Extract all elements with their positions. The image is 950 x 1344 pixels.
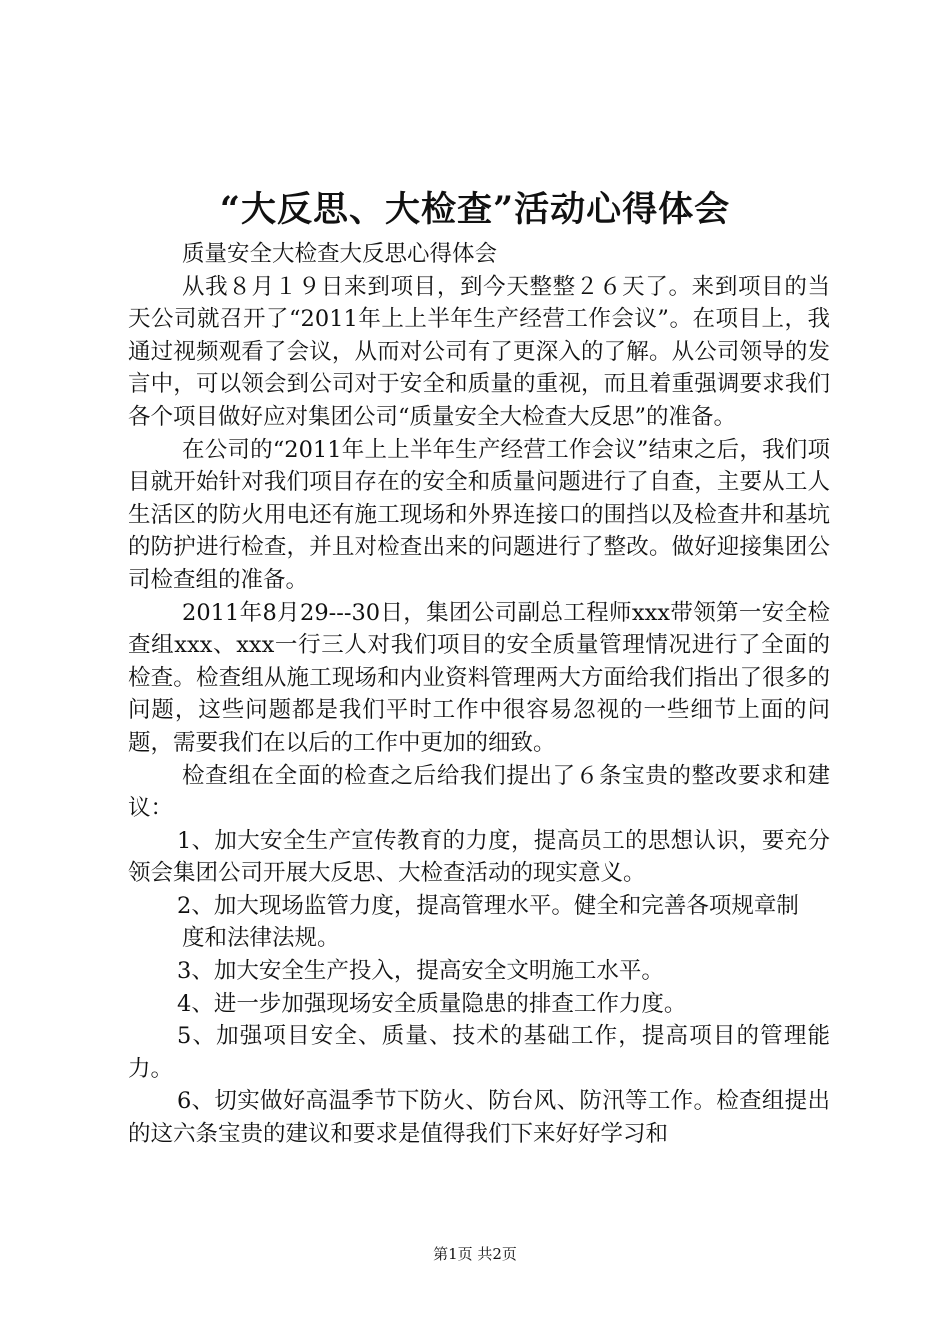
list-item-continuation: 度和法律法规。 xyxy=(182,925,340,952)
body-paragraph: 在公司的“2011年上上半年生产经营工作会议”结束之后，我们项目就开始针对我们项目存在的安全和质量问题进行了自查，主要从工人生活区的防火用电还有施工现场和外界连接口的围挡以及检查井和基坑的防护进行检查，并且对检查出来的问题进行了整改。做好迎接集团公司检查组的准备。 xyxy=(128,436,830,593)
document-body xyxy=(128,238,830,1151)
list-item: 1、加大安全生产宣传教育的力度，提高员工的思想认识，要充分领会集团公司开展大反思、大检查活动的现实意义。 xyxy=(128,827,830,887)
list-item: 5、加强项目安全、质量、技术的基础工作，提高项目的管理能力。 xyxy=(128,1023,830,1082)
body-paragraph: 从我８月１９日来到项目，到今天整整２６天了。来到项目的当天公司就召开了“2011年上上半年生产经营工作会议”。在项目上，我通过视频观看了会议，从而对公司有了更深入的了解。从公司领导的发言中，可以领会到公司对于安全和质量的重视，而且着重强调要求我们各个项目做好应对集团公司“质量安全大检查大反思”的准备。 xyxy=(128,273,830,430)
list-item: 4、进一步加强现场安全质量隐患的排查工作力度。 xyxy=(177,990,687,1017)
list-item: 6、切实做好高温季节下防火、防台风、防汛等工作。检查组提出的这六条宝贵的建议和要求是值得我们下来好好学习和 xyxy=(128,1088,830,1148)
body-paragraph: 2011年8月29---30日，集团公司副总工程师xxx带领第一安全检查组xxx、xxx一行三人对我们项目的安全质量管理情况进行了全面的检查。检查组从施工现场和内业资料管理两大方面给我们指出了很多的问题，这些问题都是我们平时工作中很容易忽视的一些细节上面的问题，需要我们在以后的工作中更加的细致。 xyxy=(128,599,830,756)
page-footer: 第1页 共2页 xyxy=(433,1245,517,1263)
document-title: “大反思、大检查”活动心得体会 xyxy=(219,189,731,230)
list-item: 2、加大现场监管力度，提高管理水平。健全和完善各项规章制 xyxy=(177,892,799,919)
subtitle-paragraph: 质量安全大检查大反思心得体会 xyxy=(182,241,498,267)
list-item: 3、加大安全生产投入，提高安全文明施工水平。 xyxy=(177,958,664,985)
body-paragraph: 检查组在全面的检查之后给我们提出了６条宝贵的整改要求和建议： xyxy=(128,762,830,822)
